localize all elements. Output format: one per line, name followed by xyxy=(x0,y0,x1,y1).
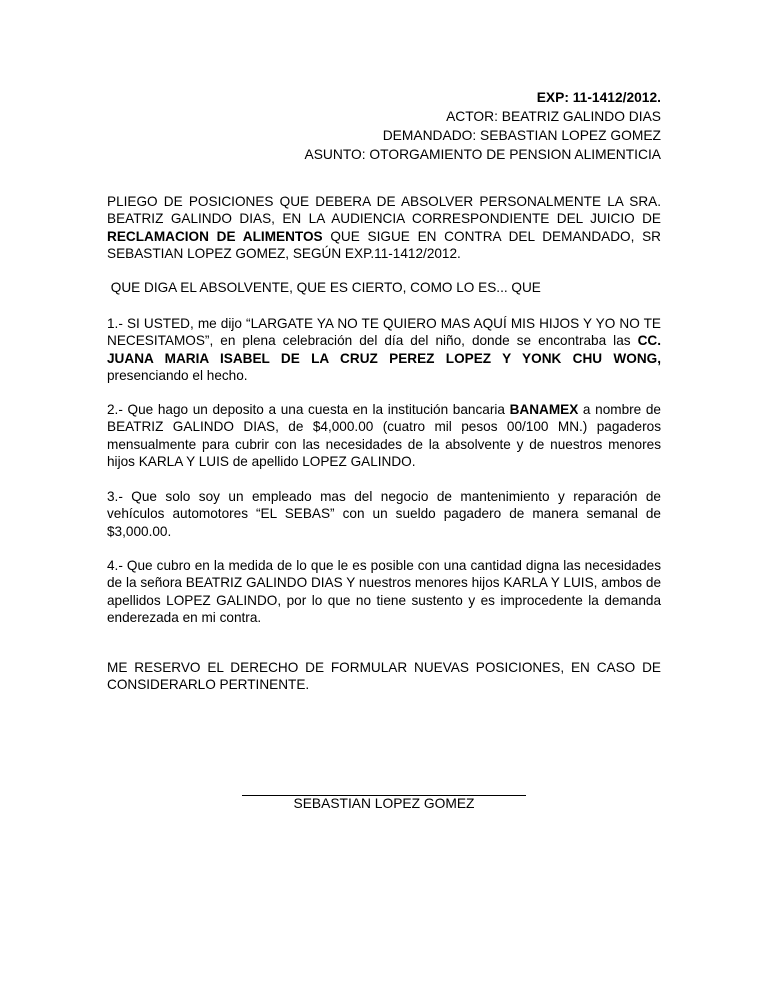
question-lead: QUE DIGA EL ABSOLVENTE, QUE ES CIERTO, COMO LO ES... QUE xyxy=(107,280,541,295)
defendant-line: DEMANDADO: SEBASTIAN LOPEZ GOMEZ xyxy=(382,128,661,143)
signer-name: SEBASTIAN LOPEZ GOMEZ xyxy=(293,796,475,811)
position-item-3: 3.- Que solo soy un empleado mas del negocio de mantenimiento y reparación de vehículos automotores “EL SEBAS” con un sueldo pagadero de manera semanal de $3,000.00. xyxy=(107,489,661,539)
actor-line: ACTOR: BEATRIZ GALINDO DIAS xyxy=(446,109,661,124)
item1-bold-witnesses: CC. JUANA MARIA ISABEL DE LA CRUZ PEREZ LOPEZ Y YONK CHU WONG, xyxy=(107,333,661,366)
position-item-1 xyxy=(107,315,661,385)
signature-block xyxy=(200,787,568,812)
item1-text-2: presenciando el hecho. xyxy=(107,368,248,384)
item2-text-2: a nombre de BEATRIZ GALINDO DIAS, de $4,000.00 (cuatro mil pesos 00/100 MN.) pagaderos mensualmente para cubrir con las necesidades de la absolvente y de nuestros menores hijos KARLA Y LUIS de apellido LOPEZ GALINDO. xyxy=(107,402,661,470)
case-header xyxy=(305,88,661,164)
intro-text-1: PLIEGO DE POSICIONES QUE DEBERA DE ABSOLVER PERSONALMENTE LA SRA. BEATRIZ GALINDO DIAS, EN LA AUDIENCIA CORRESPONDIENTE DEL JUICIO DE xyxy=(107,194,661,227)
intro-text-2: QUE SIGUE EN CONTRA DEL DEMANDADO, SR SEBASTIAN LOPEZ GOMEZ, SEGÚN EXP.11-1412/2012. xyxy=(107,228,661,262)
item2-bold-bank: BANAMEX xyxy=(509,402,579,417)
position-item-2 xyxy=(107,401,661,471)
intro-bold-claim: RECLAMACION DE ALIMENTOS xyxy=(107,228,323,244)
item2-text-1: 2.- Que hago un deposito a una cuesta en la institución bancaria xyxy=(107,402,510,417)
item1-text-1: 1.- SI USTED, me dijo “LARGATE YA NO TE QUIERO MAS AQUÍ MIS HIJOS Y YO NO TE NECESITAMOS”, en plena celebración del día del niño, donde se encontraba las xyxy=(107,316,661,349)
subject-line: ASUNTO: OTORGAMIENTO DE PENSION ALIMENTICIA xyxy=(304,147,661,162)
position-item-4: 4.- Que cubro en la medida de lo que le es posible con una cantidad digna las necesidades de la señora BEATRIZ GALINDO DIAS Y nuestros menores hijos KARLA Y LUIS, ambos de apellidos LOPEZ GALINDO, por lo que no tiene sustento y es improcedente la demanda enderezada en mi contra. xyxy=(107,558,661,626)
signature-line xyxy=(242,787,526,796)
intro-paragraph xyxy=(107,193,661,263)
closing-paragraph: ME RESERVO EL DERECHO DE FORMULAR NUEVAS POSICIONES, EN CASO DE CONSIDERARLO PERTINENTE. xyxy=(107,660,661,693)
case-number: EXP: 11-1412/2012. xyxy=(536,90,661,105)
